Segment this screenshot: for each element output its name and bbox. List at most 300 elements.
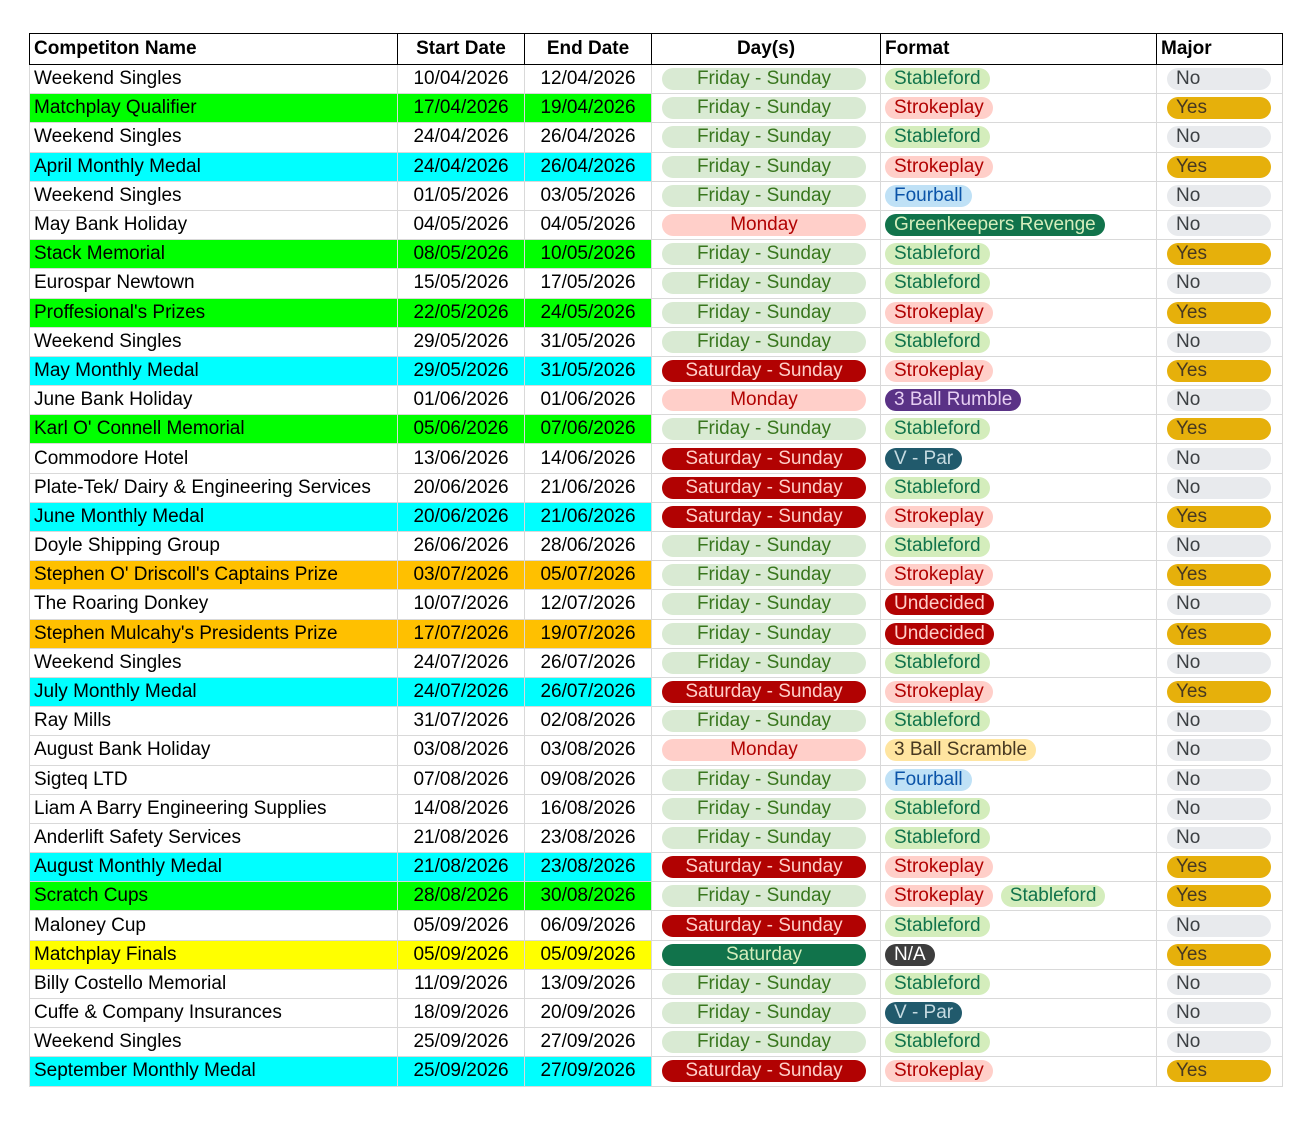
days-cell[interactable] — [652, 356, 881, 385]
major-chip[interactable]: No — [1167, 739, 1271, 761]
end-date-cell[interactable]: 12/07/2026 — [525, 590, 652, 619]
start-date-cell[interactable]: 24/07/2026 — [398, 648, 525, 677]
days-cell[interactable] — [652, 210, 881, 239]
format-cell[interactable] — [881, 298, 1157, 327]
start-date-cell[interactable]: 01/06/2026 — [398, 386, 525, 415]
major-chip[interactable]: No — [1167, 535, 1271, 557]
start-date-cell[interactable]: 17/07/2026 — [398, 619, 525, 648]
competition-name-cell[interactable]: Anderlift Safety Services — [30, 823, 398, 852]
major-cell[interactable] — [1157, 502, 1283, 531]
days-chip[interactable]: Friday - Sunday — [662, 710, 866, 732]
days-chip[interactable]: Friday - Sunday — [662, 272, 866, 294]
format-cell[interactable] — [881, 882, 1157, 911]
days-cell[interactable] — [652, 882, 881, 911]
major-chip[interactable]: Yes — [1167, 302, 1271, 324]
major-chip[interactable]: No — [1167, 769, 1271, 791]
format-chip[interactable]: Stableford — [885, 798, 990, 820]
days-chip[interactable]: Monday — [662, 739, 866, 761]
end-date-cell[interactable]: 07/06/2026 — [525, 415, 652, 444]
start-date-cell[interactable]: 20/06/2026 — [398, 502, 525, 531]
major-chip[interactable]: No — [1167, 593, 1271, 615]
major-chip[interactable]: Yes — [1167, 506, 1271, 528]
competition-name-cell[interactable]: July Monthly Medal — [30, 677, 398, 706]
start-date-cell[interactable]: 13/06/2026 — [398, 444, 525, 473]
days-cell[interactable] — [652, 415, 881, 444]
end-date-cell[interactable]: 10/05/2026 — [525, 240, 652, 269]
major-chip[interactable]: No — [1167, 272, 1271, 294]
format-chip[interactable]: Stableford — [1001, 885, 1106, 907]
competition-name-cell[interactable]: August Bank Holiday — [30, 736, 398, 765]
major-chip[interactable]: Yes — [1167, 418, 1271, 440]
start-date-cell[interactable]: 28/08/2026 — [398, 882, 525, 911]
days-cell[interactable] — [652, 94, 881, 123]
format-chip[interactable]: Undecided — [885, 593, 994, 615]
format-chip[interactable]: Greenkeepers Revenge — [885, 214, 1105, 236]
major-cell[interactable] — [1157, 940, 1283, 969]
days-chip[interactable]: Friday - Sunday — [662, 973, 866, 995]
major-cell[interactable] — [1157, 356, 1283, 385]
format-chip[interactable]: Undecided — [885, 623, 994, 645]
header-days[interactable]: Day(s) — [652, 34, 881, 65]
days-chip[interactable]: Friday - Sunday — [662, 827, 866, 849]
days-cell[interactable] — [652, 502, 881, 531]
format-chip[interactable]: Stableford — [885, 827, 990, 849]
end-date-cell[interactable]: 19/04/2026 — [525, 94, 652, 123]
start-date-cell[interactable]: 03/08/2026 — [398, 736, 525, 765]
format-chip[interactable]: 3 Ball Scramble — [885, 739, 1036, 761]
competition-name-cell[interactable]: Stephen Mulcahy's Presidents Prize — [30, 619, 398, 648]
competition-name-cell[interactable]: August Monthly Medal — [30, 853, 398, 882]
end-date-cell[interactable]: 31/05/2026 — [525, 356, 652, 385]
days-chip[interactable]: Saturday - Sunday — [662, 915, 866, 937]
competition-name-cell[interactable]: Commodore Hotel — [30, 444, 398, 473]
major-cell[interactable] — [1157, 65, 1283, 94]
format-cell[interactable] — [881, 181, 1157, 210]
format-chip[interactable]: Stableford — [885, 652, 990, 674]
start-date-cell[interactable]: 31/07/2026 — [398, 707, 525, 736]
format-cell[interactable] — [881, 65, 1157, 94]
days-cell[interactable] — [652, 298, 881, 327]
days-chip[interactable]: Friday - Sunday — [662, 593, 866, 615]
format-cell[interactable] — [881, 1028, 1157, 1057]
start-date-cell[interactable]: 05/09/2026 — [398, 940, 525, 969]
major-cell[interactable] — [1157, 999, 1283, 1028]
end-date-cell[interactable]: 17/05/2026 — [525, 269, 652, 298]
major-cell[interactable] — [1157, 736, 1283, 765]
end-date-cell[interactable]: 05/07/2026 — [525, 561, 652, 590]
format-cell[interactable] — [881, 240, 1157, 269]
days-chip[interactable]: Saturday - Sunday — [662, 506, 866, 528]
major-cell[interactable] — [1157, 823, 1283, 852]
start-date-cell[interactable]: 04/05/2026 — [398, 210, 525, 239]
start-date-cell[interactable]: 01/05/2026 — [398, 181, 525, 210]
end-date-cell[interactable]: 20/09/2026 — [525, 999, 652, 1028]
days-chip[interactable]: Friday - Sunday — [662, 885, 866, 907]
start-date-cell[interactable]: 11/09/2026 — [398, 969, 525, 998]
competition-name-cell[interactable]: June Bank Holiday — [30, 386, 398, 415]
major-cell[interactable] — [1157, 969, 1283, 998]
start-date-cell[interactable]: 05/06/2026 — [398, 415, 525, 444]
competition-name-cell[interactable]: Proffesional's Prizes — [30, 298, 398, 327]
major-cell[interactable] — [1157, 1028, 1283, 1057]
competition-name-cell[interactable]: Doyle Shipping Group — [30, 532, 398, 561]
major-cell[interactable] — [1157, 210, 1283, 239]
competition-name-cell[interactable]: Plate-Tek/ Dairy & Engineering Services — [30, 473, 398, 502]
major-chip[interactable]: No — [1167, 448, 1271, 470]
competition-name-cell[interactable]: Stack Memorial — [30, 240, 398, 269]
format-cell[interactable] — [881, 823, 1157, 852]
major-chip[interactable]: No — [1167, 973, 1271, 995]
days-cell[interactable] — [652, 1057, 881, 1086]
format-chip[interactable]: Stableford — [885, 915, 990, 937]
major-cell[interactable] — [1157, 707, 1283, 736]
major-chip[interactable]: No — [1167, 915, 1271, 937]
format-cell[interactable] — [881, 210, 1157, 239]
format-chip[interactable]: Fourball — [885, 185, 972, 207]
format-chip[interactable]: N/A — [885, 944, 935, 966]
days-chip[interactable]: Monday — [662, 214, 866, 236]
days-cell[interactable] — [652, 794, 881, 823]
format-cell[interactable] — [881, 123, 1157, 152]
start-date-cell[interactable]: 17/04/2026 — [398, 94, 525, 123]
days-chip[interactable]: Friday - Sunday — [662, 243, 866, 265]
start-date-cell[interactable]: 03/07/2026 — [398, 561, 525, 590]
format-chip[interactable]: Strokeplay — [885, 360, 993, 382]
start-date-cell[interactable]: 25/09/2026 — [398, 1028, 525, 1057]
start-date-cell[interactable]: 24/07/2026 — [398, 677, 525, 706]
end-date-cell[interactable]: 02/08/2026 — [525, 707, 652, 736]
major-cell[interactable] — [1157, 444, 1283, 473]
end-date-cell[interactable]: 06/09/2026 — [525, 911, 652, 940]
competition-name-cell[interactable]: Karl O' Connell Memorial — [30, 415, 398, 444]
major-cell[interactable] — [1157, 911, 1283, 940]
format-cell[interactable] — [881, 619, 1157, 648]
competition-name-cell[interactable]: May Bank Holiday — [30, 210, 398, 239]
days-cell[interactable] — [652, 123, 881, 152]
major-chip[interactable]: No — [1167, 126, 1271, 148]
days-chip[interactable]: Friday - Sunday — [662, 623, 866, 645]
format-cell[interactable] — [881, 940, 1157, 969]
format-cell[interactable] — [881, 386, 1157, 415]
end-date-cell[interactable]: 26/07/2026 — [525, 677, 652, 706]
format-cell[interactable] — [881, 853, 1157, 882]
header-competition-name[interactable]: Competiton Name — [30, 34, 398, 65]
major-cell[interactable] — [1157, 794, 1283, 823]
start-date-cell[interactable]: 22/05/2026 — [398, 298, 525, 327]
format-cell[interactable] — [881, 532, 1157, 561]
format-cell[interactable] — [881, 999, 1157, 1028]
days-chip[interactable]: Friday - Sunday — [662, 331, 866, 353]
competition-name-cell[interactable]: Liam A Barry Engineering Supplies — [30, 794, 398, 823]
format-chip[interactable]: 3 Ball Rumble — [885, 389, 1021, 411]
end-date-cell[interactable]: 13/09/2026 — [525, 969, 652, 998]
format-chip[interactable]: Strokeplay — [885, 1060, 993, 1082]
start-date-cell[interactable]: 25/09/2026 — [398, 1057, 525, 1086]
major-chip[interactable]: No — [1167, 1031, 1271, 1053]
format-chip[interactable]: Stableford — [885, 68, 990, 90]
days-cell[interactable] — [652, 969, 881, 998]
days-cell[interactable] — [652, 736, 881, 765]
competition-name-cell[interactable]: Weekend Singles — [30, 181, 398, 210]
format-cell[interactable] — [881, 94, 1157, 123]
format-cell[interactable] — [881, 444, 1157, 473]
major-cell[interactable] — [1157, 882, 1283, 911]
major-chip[interactable]: No — [1167, 798, 1271, 820]
major-cell[interactable] — [1157, 386, 1283, 415]
start-date-cell[interactable]: 14/08/2026 — [398, 794, 525, 823]
days-chip[interactable]: Saturday - Sunday — [662, 681, 866, 703]
major-cell[interactable] — [1157, 327, 1283, 356]
format-cell[interactable] — [881, 736, 1157, 765]
format-cell[interactable] — [881, 152, 1157, 181]
competition-name-cell[interactable]: Stephen O' Driscoll's Captains Prize — [30, 561, 398, 590]
days-cell[interactable] — [652, 473, 881, 502]
days-cell[interactable] — [652, 386, 881, 415]
start-date-cell[interactable]: 24/04/2026 — [398, 152, 525, 181]
major-chip[interactable]: No — [1167, 68, 1271, 90]
format-chip[interactable]: Strokeplay — [885, 856, 993, 878]
days-cell[interactable] — [652, 648, 881, 677]
format-cell[interactable] — [881, 590, 1157, 619]
end-date-cell[interactable]: 28/06/2026 — [525, 532, 652, 561]
end-date-cell[interactable]: 23/08/2026 — [525, 823, 652, 852]
days-cell[interactable] — [652, 911, 881, 940]
days-cell[interactable] — [652, 619, 881, 648]
days-cell[interactable] — [652, 327, 881, 356]
major-cell[interactable] — [1157, 181, 1283, 210]
end-date-cell[interactable]: 01/06/2026 — [525, 386, 652, 415]
days-chip[interactable]: Friday - Sunday — [662, 1002, 866, 1024]
start-date-cell[interactable]: 29/05/2026 — [398, 356, 525, 385]
start-date-cell[interactable]: 08/05/2026 — [398, 240, 525, 269]
format-chip[interactable]: Stableford — [885, 535, 990, 557]
days-chip[interactable]: Friday - Sunday — [662, 418, 866, 440]
format-chip[interactable]: Stableford — [885, 331, 990, 353]
days-chip[interactable]: Monday — [662, 389, 866, 411]
competition-name-cell[interactable]: Billy Costello Memorial — [30, 969, 398, 998]
days-chip[interactable]: Friday - Sunday — [662, 97, 866, 119]
competition-name-cell[interactable]: April Monthly Medal — [30, 152, 398, 181]
end-date-cell[interactable]: 26/04/2026 — [525, 152, 652, 181]
format-cell[interactable] — [881, 677, 1157, 706]
major-chip[interactable]: Yes — [1167, 1060, 1271, 1082]
days-cell[interactable] — [652, 152, 881, 181]
days-chip[interactable]: Saturday - Sunday — [662, 1060, 866, 1082]
competition-name-cell[interactable]: Matchplay Qualifier — [30, 94, 398, 123]
days-cell[interactable] — [652, 181, 881, 210]
days-cell[interactable] — [652, 940, 881, 969]
competition-name-cell[interactable]: Ray Mills — [30, 707, 398, 736]
days-chip[interactable]: Friday - Sunday — [662, 68, 866, 90]
format-chip[interactable]: Strokeplay — [885, 681, 993, 703]
end-date-cell[interactable]: 23/08/2026 — [525, 853, 652, 882]
competition-name-cell[interactable]: Scratch Cups — [30, 882, 398, 911]
competition-name-cell[interactable]: Weekend Singles — [30, 1028, 398, 1057]
header-format[interactable]: Format — [881, 34, 1157, 65]
end-date-cell[interactable]: 21/06/2026 — [525, 502, 652, 531]
major-cell[interactable] — [1157, 648, 1283, 677]
header-start-date[interactable]: Start Date — [398, 34, 525, 65]
major-chip[interactable]: Yes — [1167, 243, 1271, 265]
major-cell[interactable] — [1157, 532, 1283, 561]
competition-name-cell[interactable]: Matchplay Finals — [30, 940, 398, 969]
competition-name-cell[interactable]: Weekend Singles — [30, 648, 398, 677]
days-chip[interactable]: Friday - Sunday — [662, 798, 866, 820]
days-chip[interactable]: Saturday - Sunday — [662, 856, 866, 878]
major-chip[interactable]: Yes — [1167, 944, 1271, 966]
end-date-cell[interactable]: 16/08/2026 — [525, 794, 652, 823]
format-cell[interactable] — [881, 765, 1157, 794]
competition-name-cell[interactable]: June Monthly Medal — [30, 502, 398, 531]
competition-name-cell[interactable]: Weekend Singles — [30, 327, 398, 356]
competition-name-cell[interactable]: Maloney Cup — [30, 911, 398, 940]
major-cell[interactable] — [1157, 298, 1283, 327]
header-major[interactable]: Major — [1157, 34, 1283, 65]
major-chip[interactable]: Yes — [1167, 681, 1271, 703]
format-cell[interactable] — [881, 327, 1157, 356]
end-date-cell[interactable]: 03/08/2026 — [525, 736, 652, 765]
major-chip[interactable]: Yes — [1167, 856, 1271, 878]
days-cell[interactable] — [652, 65, 881, 94]
major-cell[interactable] — [1157, 853, 1283, 882]
days-chip[interactable]: Friday - Sunday — [662, 652, 866, 674]
competition-name-cell[interactable]: May Monthly Medal — [30, 356, 398, 385]
format-cell[interactable] — [881, 969, 1157, 998]
days-cell[interactable] — [652, 444, 881, 473]
start-date-cell[interactable]: 21/08/2026 — [398, 823, 525, 852]
format-chip[interactable]: V - Par — [885, 448, 962, 470]
major-cell[interactable] — [1157, 473, 1283, 502]
days-chip[interactable]: Friday - Sunday — [662, 185, 866, 207]
days-cell[interactable] — [652, 590, 881, 619]
format-chip[interactable]: Fourball — [885, 769, 972, 791]
major-chip[interactable]: No — [1167, 477, 1271, 499]
format-chip[interactable]: Stableford — [885, 418, 990, 440]
major-cell[interactable] — [1157, 677, 1283, 706]
start-date-cell[interactable]: 05/09/2026 — [398, 911, 525, 940]
competition-name-cell[interactable]: Sigteq LTD — [30, 765, 398, 794]
days-chip[interactable]: Saturday — [662, 944, 866, 966]
format-chip[interactable]: Strokeplay — [885, 97, 993, 119]
days-cell[interactable] — [652, 532, 881, 561]
format-chip[interactable]: Strokeplay — [885, 506, 993, 528]
major-chip[interactable]: Yes — [1167, 97, 1271, 119]
days-cell[interactable] — [652, 765, 881, 794]
major-cell[interactable] — [1157, 152, 1283, 181]
end-date-cell[interactable]: 27/09/2026 — [525, 1057, 652, 1086]
major-cell[interactable] — [1157, 415, 1283, 444]
major-cell[interactable] — [1157, 269, 1283, 298]
days-cell[interactable] — [652, 999, 881, 1028]
major-cell[interactable] — [1157, 123, 1283, 152]
major-cell[interactable] — [1157, 590, 1283, 619]
days-cell[interactable] — [652, 707, 881, 736]
format-cell[interactable] — [881, 648, 1157, 677]
format-cell[interactable] — [881, 561, 1157, 590]
competition-name-cell[interactable]: Cuffe & Company Insurances — [30, 999, 398, 1028]
format-chip[interactable]: Stableford — [885, 710, 990, 732]
end-date-cell[interactable]: 12/04/2026 — [525, 65, 652, 94]
end-date-cell[interactable]: 26/04/2026 — [525, 123, 652, 152]
format-cell[interactable] — [881, 911, 1157, 940]
major-chip[interactable]: No — [1167, 1002, 1271, 1024]
format-chip[interactable]: Strokeplay — [885, 885, 993, 907]
header-end-date[interactable]: End Date — [525, 34, 652, 65]
major-chip[interactable]: No — [1167, 710, 1271, 732]
major-chip[interactable]: No — [1167, 185, 1271, 207]
competition-name-cell[interactable]: Eurospar Newtown — [30, 269, 398, 298]
days-chip[interactable]: Friday - Sunday — [662, 564, 866, 586]
end-date-cell[interactable]: 24/05/2026 — [525, 298, 652, 327]
competition-name-cell[interactable]: September Monthly Medal — [30, 1057, 398, 1086]
days-cell[interactable] — [652, 240, 881, 269]
major-chip[interactable]: No — [1167, 389, 1271, 411]
competition-name-cell[interactable]: Weekend Singles — [30, 65, 398, 94]
format-chip[interactable]: Stableford — [885, 272, 990, 294]
end-date-cell[interactable]: 09/08/2026 — [525, 765, 652, 794]
days-chip[interactable]: Saturday - Sunday — [662, 448, 866, 470]
format-chip[interactable]: V - Par — [885, 1002, 962, 1024]
major-chip[interactable]: No — [1167, 214, 1271, 236]
end-date-cell[interactable]: 26/07/2026 — [525, 648, 652, 677]
days-cell[interactable] — [652, 823, 881, 852]
days-chip[interactable]: Saturday - Sunday — [662, 360, 866, 382]
start-date-cell[interactable]: 18/09/2026 — [398, 999, 525, 1028]
days-chip[interactable]: Friday - Sunday — [662, 769, 866, 791]
end-date-cell[interactable]: 14/06/2026 — [525, 444, 652, 473]
major-cell[interactable] — [1157, 1057, 1283, 1086]
major-cell[interactable] — [1157, 94, 1283, 123]
end-date-cell[interactable]: 21/06/2026 — [525, 473, 652, 502]
days-cell[interactable] — [652, 853, 881, 882]
days-chip[interactable]: Friday - Sunday — [662, 535, 866, 557]
days-chip[interactable]: Saturday - Sunday — [662, 477, 866, 499]
days-chip[interactable]: Friday - Sunday — [662, 302, 866, 324]
major-chip[interactable]: Yes — [1167, 156, 1271, 178]
competition-name-cell[interactable]: Weekend Singles — [30, 123, 398, 152]
days-cell[interactable] — [652, 677, 881, 706]
competition-name-cell[interactable]: The Roaring Donkey — [30, 590, 398, 619]
format-chip[interactable]: Stableford — [885, 126, 990, 148]
format-cell[interactable] — [881, 473, 1157, 502]
major-chip[interactable]: No — [1167, 652, 1271, 674]
end-date-cell[interactable]: 30/08/2026 — [525, 882, 652, 911]
major-cell[interactable] — [1157, 765, 1283, 794]
format-cell[interactable] — [881, 502, 1157, 531]
format-cell[interactable] — [881, 707, 1157, 736]
major-cell[interactable] — [1157, 561, 1283, 590]
days-chip[interactable]: Friday - Sunday — [662, 156, 866, 178]
start-date-cell[interactable]: 29/05/2026 — [398, 327, 525, 356]
major-chip[interactable]: Yes — [1167, 623, 1271, 645]
major-chip[interactable]: No — [1167, 827, 1271, 849]
end-date-cell[interactable]: 04/05/2026 — [525, 210, 652, 239]
end-date-cell[interactable]: 27/09/2026 — [525, 1028, 652, 1057]
end-date-cell[interactable]: 31/05/2026 — [525, 327, 652, 356]
start-date-cell[interactable]: 20/06/2026 — [398, 473, 525, 502]
format-cell[interactable] — [881, 269, 1157, 298]
end-date-cell[interactable]: 03/05/2026 — [525, 181, 652, 210]
format-chip[interactable]: Stableford — [885, 1031, 990, 1053]
end-date-cell[interactable]: 19/07/2026 — [525, 619, 652, 648]
days-cell[interactable] — [652, 1028, 881, 1057]
format-cell[interactable] — [881, 415, 1157, 444]
format-cell[interactable] — [881, 356, 1157, 385]
start-date-cell[interactable]: 07/08/2026 — [398, 765, 525, 794]
format-chip[interactable]: Strokeplay — [885, 564, 993, 586]
start-date-cell[interactable]: 15/05/2026 — [398, 269, 525, 298]
days-cell[interactable] — [652, 561, 881, 590]
